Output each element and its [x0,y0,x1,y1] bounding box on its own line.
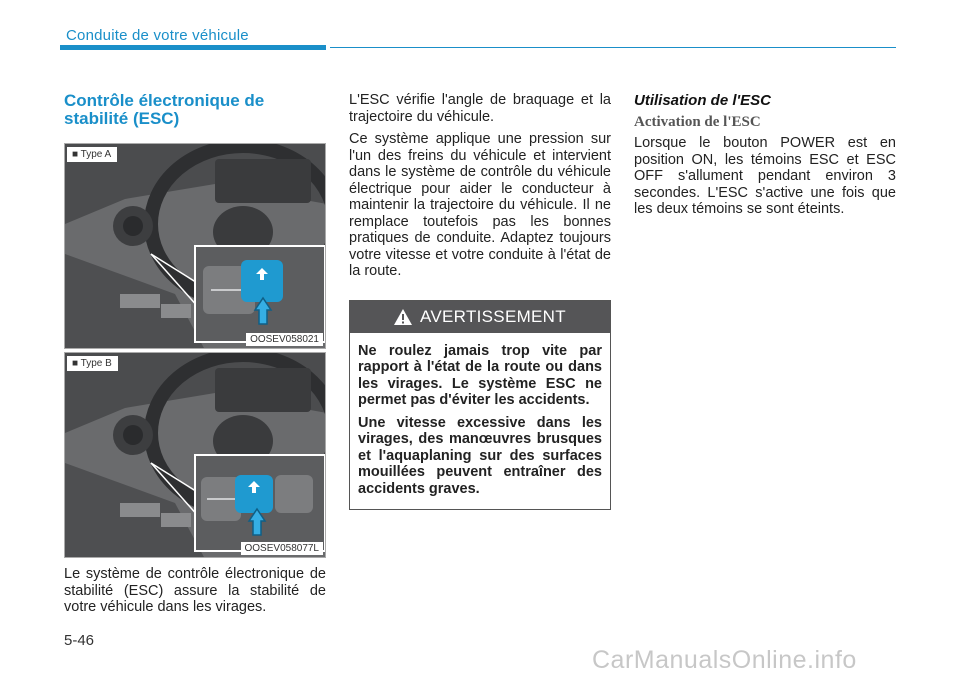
column-middle [349,92,611,510]
chapter-title: Conduite de votre véhicule [66,27,249,44]
watermark: CarManualsOnline.info [592,646,857,674]
warning-title: AVERTISSEMENT [420,306,566,326]
dashboard-photo-a [65,144,326,349]
warning-triangle-icon [394,309,412,325]
warning-text-1: Ne roulez jamais trop vite par rapport à l'état de la route ou dans les virages. Le système ESC ne permet pas d'éviter les accidents. [358,342,602,408]
warning-box [349,300,611,511]
figure-type-label: ■ Type A [67,147,117,162]
figure-type-b [64,352,326,558]
esc-description-1: L'ESC vérifie l'angle de braquage et la trajectoire du véhicule. [349,92,611,125]
column-left [64,92,326,616]
header-rule-thin [330,47,896,48]
intro-paragraph: Le système de contrôle électronique de stabilité (ESC) assure la stabilité de votre véhicule dans les virages. [64,566,326,615]
warning-header [350,301,610,333]
figure-code: OOSEV058021 [246,333,323,346]
subsection-subtitle: Activation de l'ESC [634,114,761,130]
warning-text-2: Une vitesse excessive dans les virages, des manœuvres brusques et l'aquaplaning sur des surfaces mouillées peuvent entraîner des accidents graves. [358,414,602,497]
column-right [634,92,896,218]
dashboard-photo-b [65,353,326,558]
esc-description-2: Ce système applique une pression sur l'un des freins du véhicule et intervient dans le système de contrôle du véhicule électrique pour aider le conducteur à maintenir la trajectoire du véhicule. Il ne remplace toutefois pas les bonnes pratiques de conduite. Adaptez toujours votre vitesse et votre conduite à l'état de la route. [349,131,611,279]
figure-type-label: ■ Type B [67,356,118,371]
activation-paragraph: Lorsque le bouton POWER est en position ON, les témoins ESC et ESC OFF s'allument pendant environ 3 secondes. L'ESC s'active une fois que les deux témoins se sont éteints. [634,135,896,217]
subsection-title: Utilisation de l'ESC [634,92,771,109]
figure-code: OOSEV058077L [241,542,324,555]
figure-type-a [64,143,326,349]
header-rule-thick [60,45,326,50]
section-title: Contrôle électronique de stabilité (ESC) [64,91,265,128]
page-number: 5-46 [64,632,95,649]
